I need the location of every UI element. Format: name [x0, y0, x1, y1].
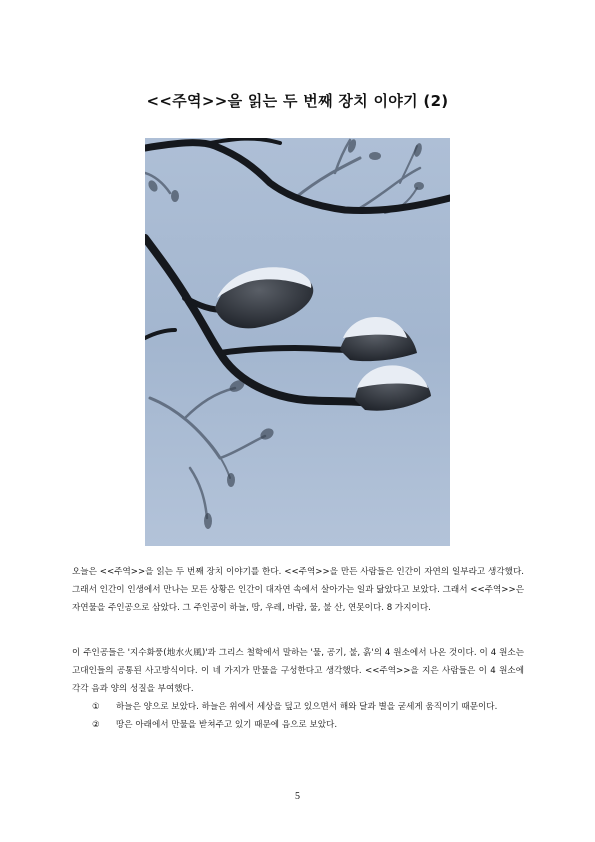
list-number: ② — [92, 720, 100, 730]
list-item — [72, 716, 524, 734]
body-paragraph-1: 오늘은 <<주역>>을 읽는 두 번째 장치 이야기를 한다. <<주역>>을 만든 사람들은 인간이 자연의 일부라고 생각했다. 그래서 인간이 인생에서 만나는 모든 상황은 인간이 대자연 속에서 살아가는 일과 닮았다고 보았다. 그래서 <<주역>>은 자연물을 주인공으로 삼았다. 그 주인공이 하늘, 땅, 우레, 바람, 물, 불 산, 연못이다. 8 가지이다. — [72, 567, 524, 613]
page-title: <<주역>>을 읽는 두 번째 장치 이야기 (2) — [146, 92, 449, 110]
list-item-text: 땅은 아래에서 만물을 받쳐주고 있기 때문에 음으로 보았다. — [116, 720, 338, 730]
numbered-list — [72, 698, 524, 734]
list-item-text: 하늘은 양으로 보았다. 하늘은 위에서 세상을 덮고 있으면서 해와 달과 별을 굳세게 움직이기 때문이다. — [116, 702, 498, 712]
list-item — [72, 698, 524, 716]
magnolia-photo — [145, 138, 450, 546]
magnolia-buds-snow-photo-icon — [145, 138, 450, 546]
body-paragraph-2: 이 주인공들은 '지수화풍(地水火風)'과 그리스 철학에서 말하는 '물, 공기, 불, 흙'의 4 원소에서 나온 것이다. 이 4 원소는 고대인들의 공통된 사고방식이다. 이 네 가지가 만물을 구성한다고 생각했다. <<주역>>을 지은 사람들은 이 4 원소에 각각 음과 양의 성질을 부여했다. — [72, 648, 524, 694]
list-number: ① — [92, 702, 100, 712]
page-number: 5 — [295, 791, 300, 802]
